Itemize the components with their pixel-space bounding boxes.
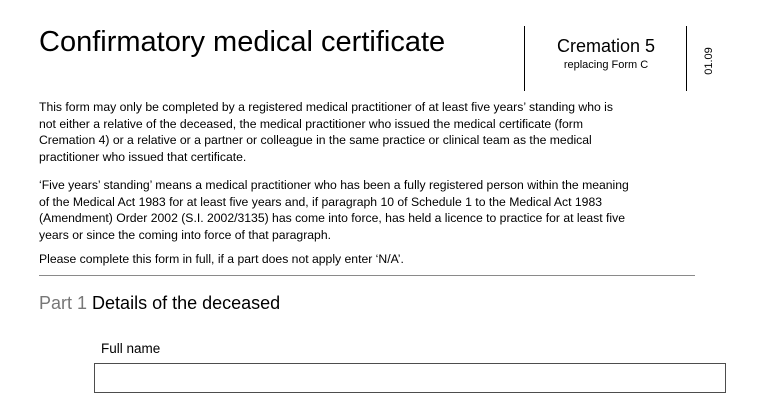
form-version	[699, 44, 719, 78]
completion-instruction: Please complete this form in full, if a part does not apply enter ‘N/A’.	[39, 252, 404, 266]
header-divider-right	[686, 26, 687, 91]
form-code: Cremation 5	[556, 36, 656, 56]
full-name-label: Full name	[101, 341, 161, 356]
form-title: Confirmatory medical certificate	[39, 26, 446, 58]
header-divider-left	[524, 26, 525, 91]
full-name-input[interactable]	[94, 363, 726, 393]
part-1-heading	[39, 293, 280, 314]
form-replaces-note: replacing Form C	[563, 59, 649, 71]
section-divider	[39, 275, 695, 276]
eligibility-paragraph: This form may only be completed by a registered medical practitioner of at least five years’ standing who is not either a relative of the deceased, the medical practitioner who issued the medical certificate (form Cremation 4) or a relative or a partner or colleague in the same practice or clinical team as the medical practitioner who issued that certificate.	[39, 100, 613, 164]
part-title: Details of the deceased	[92, 293, 281, 313]
form-version-text: 01.09	[703, 47, 715, 75]
five-years-standing-paragraph: ‘Five years’ standing’ means a medical practitioner who has been a fully registered person within the meaning of the Medical Act 1983 for at least five years and, if paragraph 10 of Schedule 1 to the Medical Act 1983 (Amendment) Order 2002 (S.I. 2002/3135) has come into force, has held a licence to practice for at least five years or since the coming into force of that paragraph.	[39, 178, 629, 242]
part-number: Part 1	[39, 293, 88, 313]
